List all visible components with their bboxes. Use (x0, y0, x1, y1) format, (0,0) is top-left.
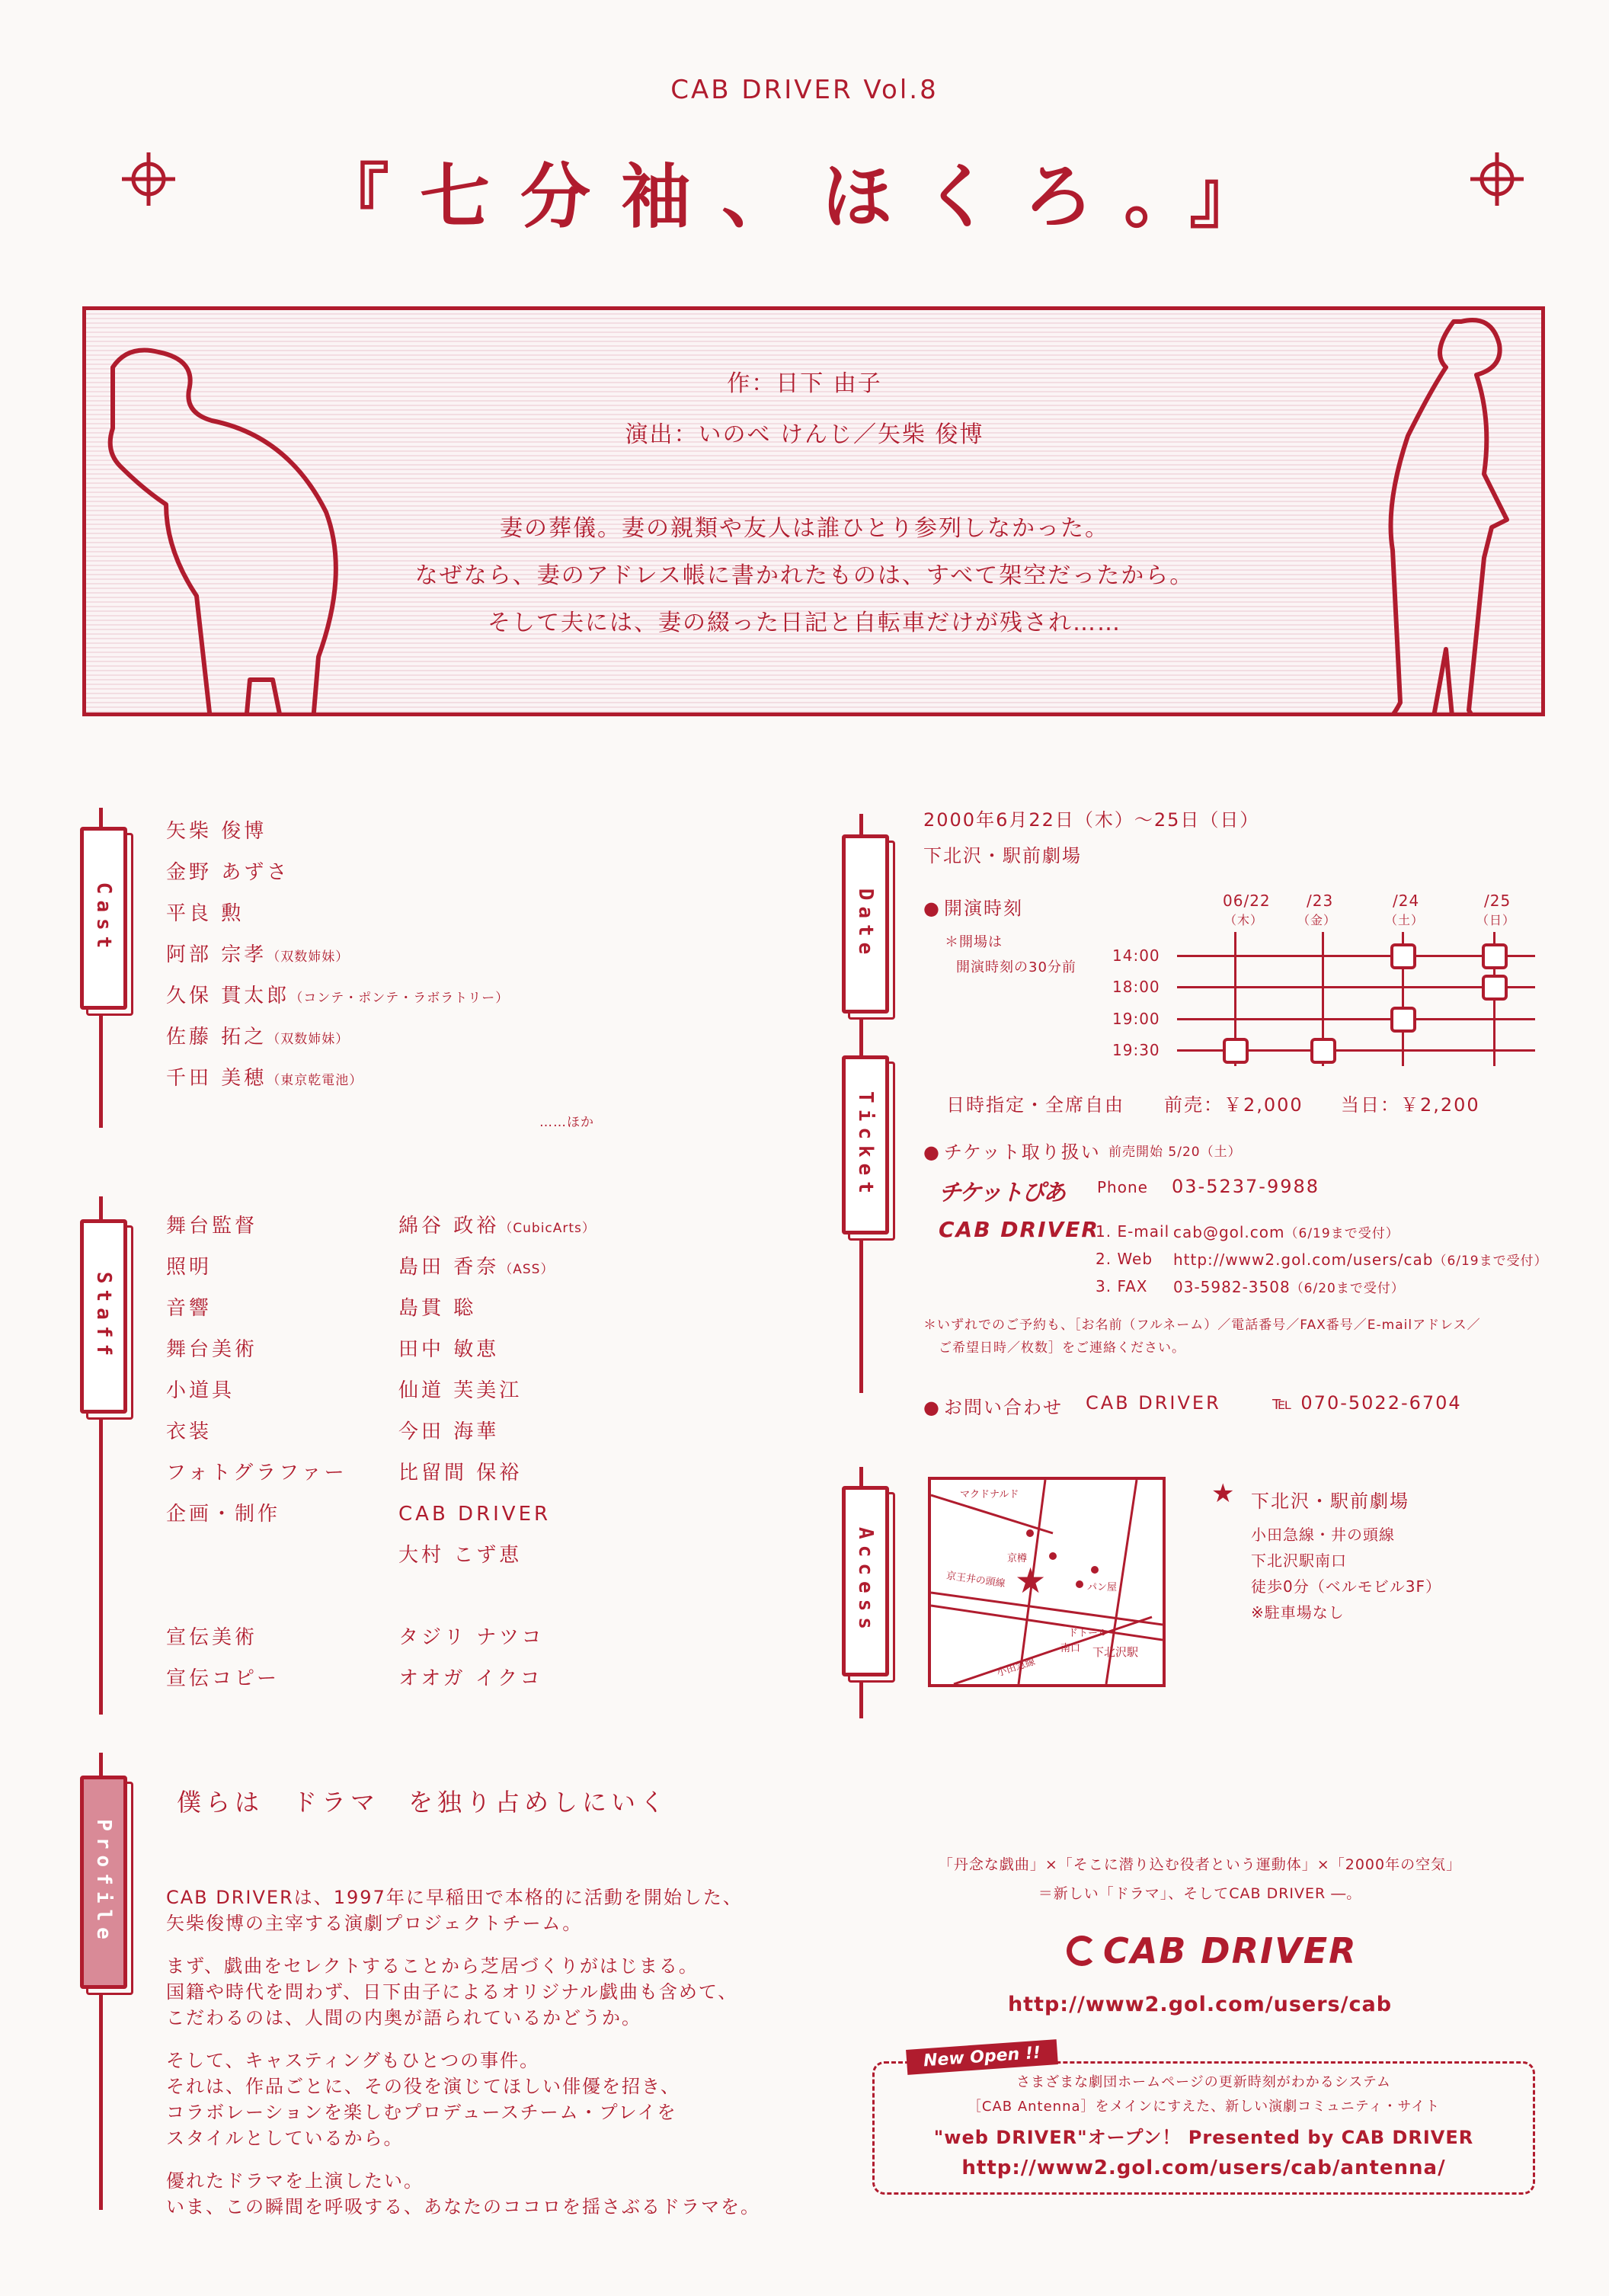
staff-row: 宣伝コピー オオガ イクコ (166, 1667, 543, 1690)
profile-paragraph: まず、戯曲をセレクトすることから芝居づくりがはじまる。 国籍や時代を問わず、日下由子によるオリジナル戯曲も含めて、 こだわるのは、人間の内奥が語られているかどうか。 (166, 1955, 738, 2029)
tab-profile: Profile (80, 1776, 127, 1989)
day-dow: （金） (1297, 913, 1337, 927)
schedule-grid (1063, 888, 1550, 1071)
open-note-2: 開演時刻の30分前 (956, 959, 1076, 975)
time-line (1177, 1018, 1535, 1020)
time-label: 14:00 (1112, 946, 1160, 965)
play-title: 『七分袖、ほくろ。』 (318, 155, 1290, 238)
staff-row: 舞台美術 田中 敏恵 (166, 1338, 500, 1361)
staff-list (166, 1210, 596, 1704)
tab-cast: Cast (80, 827, 127, 1010)
director-credit: 演出：いのべ けんじ／矢柴 俊博 (625, 421, 984, 448)
price-door: 当日：￥2,200 (1341, 1094, 1480, 1116)
method-row: 03-5982-3508（6/20まで受付） (1173, 1278, 1405, 1296)
cast-member: 矢柴 俊博 (166, 820, 267, 843)
profile-text (166, 1882, 760, 2218)
time-label: 19:00 (1112, 1010, 1160, 1028)
venue: 下北沢・駅前劇場 (923, 845, 1082, 866)
map-station: 下北沢駅 (1092, 1645, 1139, 1659)
performance-slot (1482, 943, 1508, 969)
day-date: /23 (1307, 892, 1334, 910)
cab-logo-icon (1067, 1936, 1097, 1966)
volume-label: CAB DRIVER Vol.8 (670, 75, 939, 105)
staff-row: 小道具 仙道 芙美江 (166, 1379, 523, 1402)
handwritten-tagline: 僕らは ドラマ を独り占めしにいく (177, 1788, 670, 1817)
access-map (928, 1477, 1166, 1687)
performance-slot (1310, 1038, 1336, 1064)
contact-name: CAB DRIVER (1086, 1392, 1221, 1414)
map-bank: 京樽 (1007, 1553, 1028, 1564)
access-line: 徒歩0分（ベルモビル3F） (1251, 1577, 1441, 1596)
day-date: 06/22 (1223, 892, 1271, 910)
map-doutor: ドトール (1068, 1628, 1108, 1639)
cast-member: 平良 勲 (166, 902, 245, 925)
profile-paragraph: 優れたドラマを上演したい。 いま、この瞬間を呼吸する、あなたのココロを揺さぶるドラマを。 (166, 2170, 760, 2218)
staff-row: 衣装 今田 海華 (166, 1420, 500, 1443)
contact-phone: ℡ 070-5022-6704 (1272, 1392, 1462, 1414)
day-dow: （日） (1476, 913, 1516, 927)
pia-phone-label: Phone (1097, 1178, 1148, 1196)
access-venue: 下北沢・駅前劇場 (1251, 1491, 1409, 1512)
pia-logo: チケットぴあ (939, 1180, 1065, 1206)
cast-member: 佐藤 拓之（双数姉妹） (166, 1026, 350, 1049)
staff-row: 大村 こず恵 (398, 1544, 523, 1567)
price-advance: 前売：￥2,000 (1164, 1094, 1304, 1116)
map-odakyu: 小田急線 (995, 1656, 1037, 1680)
cab-logo: CAB DRIVER (1103, 1930, 1358, 1971)
access-line: 下北沢駅南口 (1251, 1551, 1347, 1570)
staff-row: 照明 島田 香奈（ASS） (166, 1256, 555, 1279)
performance-slot (1390, 943, 1416, 969)
tab-staff: Staff (80, 1219, 127, 1414)
staff-row: 宣伝美術 タジリ ナツコ (166, 1626, 545, 1649)
synopsis-line-3: そして夫には、妻の綴った日記と自転車だけが残され…… (488, 610, 1121, 636)
promo-line-2: ＝新しい「ドラマ」、そしてCAB DRIVER ―。 (1038, 1885, 1362, 1902)
profile-paragraph: CAB DRIVERは、1997年に早稲田で本格的に活動を開始した、 矢柴俊博の主宰する演劇プロジェクトチーム。 (166, 1887, 743, 1934)
profile-paragraph: そして、キャスティングもひとつの事件。 それは、作品ごとに、その役を演じてほしい俳優を招き、 コラボレーションを楽しむプロデュースチーム・プレイを スタイルとしているから。 (166, 2050, 681, 2149)
remark-1: ＊いずれでのご予約も、［お名前（フルネーム）／電話番号／FAX番号／E-mailアドレス／ (923, 1318, 1481, 1333)
open-note-1: ＊開場は (945, 934, 1003, 950)
map-bakery: パン屋 (1087, 1582, 1118, 1593)
map-keio: 京王井の頭線 (945, 1570, 1006, 1590)
day-date: /24 (1393, 892, 1420, 910)
star-icon: ★ (1015, 1560, 1047, 1601)
performance-slot (1223, 1038, 1249, 1064)
time-label: 18:00 (1112, 978, 1160, 996)
performance-slot (1390, 1007, 1416, 1033)
method-row: 1. E-mail (1096, 1222, 1170, 1241)
cast-etc: ……ほか (539, 1115, 594, 1130)
time-label: 19:30 (1112, 1041, 1160, 1059)
author-credit: 作：日下 由子 (727, 370, 882, 397)
staff-row: 企画・制作 CAB DRIVER (166, 1503, 552, 1526)
cast-member: 金野 あずさ (166, 861, 290, 884)
day-dow: （木） (1224, 913, 1264, 927)
times-label: ● 開演時刻 (923, 893, 1023, 920)
method-row: http://www2.gol.com/users/cab（6/19まで受付） (1173, 1250, 1548, 1269)
access-line: ※駐車場なし (1251, 1603, 1345, 1622)
sale-start: 前売開始 5/20（土） (1108, 1145, 1242, 1160)
ticket-handling: ● チケット取り扱い (923, 1137, 1101, 1164)
tab-date: Date (842, 834, 889, 1014)
new-open-line-2: ［CAB Antenna］をメインにすえた、新しい演劇コミュニティ・サイト (967, 2099, 1441, 2115)
cast-list (166, 815, 509, 1103)
tab-ticket: Ticket (842, 1055, 889, 1234)
contact-label: ● お問い合わせ (923, 1392, 1063, 1419)
cast-member: 千田 美穂（東京乾電池） (166, 1067, 363, 1090)
method-row: cab@gol.com（6/19まで受付） (1173, 1223, 1399, 1241)
staff-row: 舞台監督 綿谷 政裕（CubicArts） (166, 1215, 596, 1238)
synopsis-line-1: 妻の葬儀。妻の親類や友人は誰ひとり参列しなかった。 (500, 515, 1109, 542)
cast-member: 阿部 宗孝（双数姉妹） (166, 943, 350, 966)
promo-line-1: 「丹念な戯曲」×「そこに潜り込む役者という運動体」×「2000年の空気」 (938, 1856, 1462, 1873)
pia-phone: 03-5237-9988 (1172, 1176, 1320, 1197)
day-date: /25 (1484, 892, 1511, 910)
map-south: 南口 (1060, 1643, 1081, 1654)
performance-slot (1482, 975, 1508, 1001)
method-row: 2. Web (1096, 1250, 1153, 1268)
cast-member: 久保 貫太郎（コンテ・ポンテ・ラボラトリー） (166, 985, 510, 1007)
remark-2: ご希望日時／枚数］をご連絡ください。 (939, 1340, 1185, 1356)
venue-star-icon: ★ (1211, 1478, 1235, 1509)
synopsis-line-2: なぜなら、妻のアドレス帳に書かれたものは、すべて架空だったから。 (414, 562, 1195, 589)
tab-access: Access (842, 1486, 889, 1676)
new-open-line-3: "web DRIVER"オープン！ Presented by CAB DRIVER (933, 2127, 1474, 2148)
new-open-badge: New Open !! (906, 2039, 1058, 2075)
method-row: 3. FAX (1096, 1277, 1148, 1295)
access-line: 小田急線・井の頭線 (1251, 1526, 1395, 1544)
new-open-line-1: さまざまな劇団ホームページの更新時刻がわかるシステム (1016, 2074, 1391, 2090)
date-range: 2000年6月22日（木）～25日（日） (923, 809, 1260, 831)
antenna-url[interactable]: http://www2.gol.com/users/cab/antenna/ (961, 2157, 1446, 2179)
day-dow: （土） (1385, 913, 1425, 927)
map-mcd: マクドナルド (960, 1489, 1019, 1500)
site-url[interactable]: http://www2.gol.com/users/cab (1007, 1993, 1393, 2016)
cab-logo-small: CAB DRIVER (939, 1217, 1099, 1242)
staff-row: フォトグラファー 比留間 保裕 (166, 1462, 523, 1484)
staff-row: 音響 島貫 聡 (166, 1297, 477, 1320)
seating: 日時指定・全席自由 (946, 1094, 1124, 1116)
